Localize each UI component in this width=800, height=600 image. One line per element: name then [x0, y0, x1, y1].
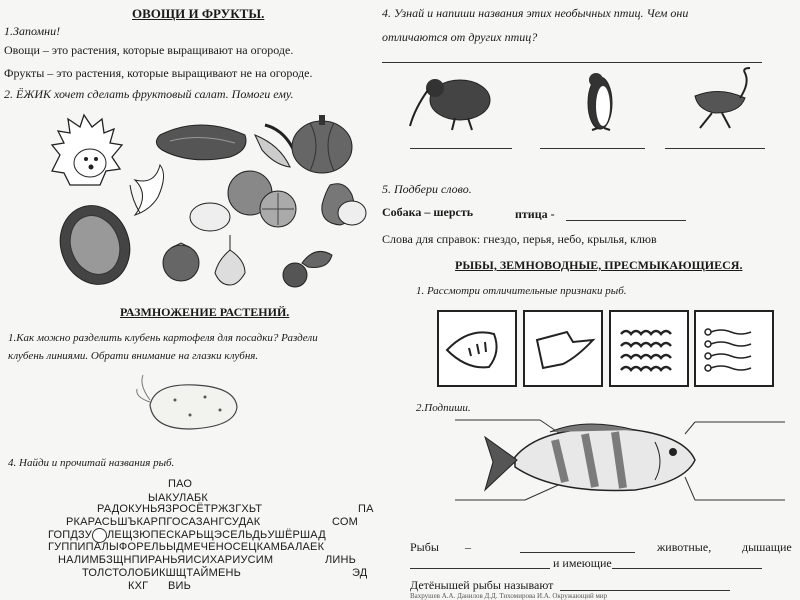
word-hint: Слова для справок: гнездо, перья, небо, крылья, клюв [382, 232, 657, 246]
fish-answer-line-3[interactable] [612, 568, 762, 569]
lemon-icon [190, 203, 230, 231]
task-unusual-birds: 4. Узнай и напиши названия этих необычных птиц. Чем они [382, 6, 689, 20]
puzzle-line: ВИЬ [168, 580, 192, 592]
puzzle-line: ЫАКУЛАБК [148, 492, 209, 504]
task-hedgehog-salad: 2. ЁЖИК хочет сделать фруктовый салат. Помоги ему. [4, 87, 294, 101]
task-potato-line2: клубень линиями. Обрати внимание на глазки клубня. [8, 350, 259, 362]
puzzle-line: СОМ [332, 516, 359, 528]
orange-icon [228, 171, 296, 227]
and-having-word: и имеющие [553, 556, 612, 570]
produce-illustration [40, 105, 380, 295]
fish-answer-line-2[interactable] [410, 568, 550, 569]
fish-head-icon [439, 312, 515, 385]
radish-icon [283, 251, 332, 287]
tomato-icon [163, 243, 199, 281]
banana-icon [130, 165, 164, 215]
puzzle-line: РАДОКУНЬЯЗРОСЁТРЖЗГХЬТ [97, 503, 263, 515]
task-fish-features: 1. Рассмотри отличительные признаки рыб. [416, 285, 627, 297]
puzzle-line: РКАРАСЬШЪКАРПГОСАЗАНГСУДАК [66, 516, 261, 528]
fish-fry-icon [696, 312, 772, 385]
fish-feature-scales-box [609, 310, 689, 387]
task-match-word: 5. Подбери слово. [382, 182, 472, 196]
cucumber-icon [156, 125, 246, 160]
puzzle-line: ПА [358, 503, 374, 515]
kiwi-icon [410, 79, 490, 130]
offspring-answer-line[interactable] [560, 590, 730, 591]
pear-icon [322, 184, 366, 225]
puzzle-line: ЭД [352, 567, 368, 579]
puzzle-line: ЛИНЬ [325, 554, 357, 566]
bird-word-answer-line[interactable] [566, 220, 686, 221]
puzzle-line: ГУППИПАЛЫФОРЕЛЬЫДМЕЧЕНОСЕЦКАМБАЛАЕК [48, 541, 325, 553]
puzzle-line: ЛЕЩЗЮПЕСКАРЬЩЭСЕЛЬДЬУШЁРШАД [107, 529, 326, 541]
remember-label: 1.Запомни! [4, 24, 61, 38]
potato-icon[interactable] [135, 375, 245, 435]
bird-answer-line-2[interactable] [540, 148, 645, 149]
scales-icon [611, 312, 687, 385]
puzzle-line: ТОЛСТОЛОБИКШЩТАЙМЕНЬ [82, 567, 242, 579]
ostrich-icon [695, 68, 750, 128]
task-potato-line1: 1.Как можно разделить клубень картофеля для посадки? Раздели [8, 332, 318, 344]
hedgehog-icon [52, 115, 122, 185]
fish-answer-line-1[interactable] [520, 552, 635, 553]
title-vegetables-fruits: ОВОЩИ И ФРУКТЫ. [132, 6, 265, 21]
task-find-fish: 4. Найди и прочитай названия рыб. [8, 457, 175, 469]
answer-line[interactable] [382, 62, 762, 63]
vegetables-definition: Овощи – это растения, которые выращивают на огороде. [4, 43, 294, 57]
dog-fur-pair: Собака – шерсть [382, 205, 474, 219]
task-label-fish: 2.Подпиши. [416, 402, 471, 414]
task-unusual-birds-2: отличаются от других птиц? [382, 30, 538, 44]
fish-feature-fry-box [694, 310, 774, 387]
footer-credit: Вахрушев А.А. Данилов Д.Д. Тихомирова И.А. Окружающий мир [410, 592, 608, 600]
puzzle-line: ПАО [168, 478, 193, 490]
fish-icon [485, 424, 695, 491]
fish-diagram [455, 412, 795, 532]
watermelon-icon [49, 196, 140, 294]
pea-pod-icon [255, 125, 295, 167]
fish-feature-fin-box [523, 310, 603, 387]
birds-illustration [400, 68, 780, 148]
bird-answer-line-3[interactable] [665, 148, 765, 149]
offspring-label: Детёнышей рыбы называют [410, 578, 554, 592]
breathing-word: дышащие [742, 540, 792, 554]
title-fish-amphibians: РЫБЫ, ЗЕМНОВОДНЫЕ, ПРЕСМЫКАЮЩИЕСЯ. [455, 258, 743, 272]
garlic-icon [215, 235, 245, 285]
fish-dash: – [465, 540, 471, 554]
puzzle-line: НАЛИМБЗЩНПИРАНЬЯИСИХАРИУСИМ [58, 554, 274, 566]
animals-word: животные, [657, 540, 712, 554]
puzzle-line: ГОПДЗУ [48, 529, 92, 541]
fruits-definition: Фрукты – это растения, которые выращивают не на огороде. [4, 66, 313, 80]
bird-label: птица - [515, 207, 555, 221]
puzzle-line: КХГ [128, 580, 149, 592]
title-plant-propagation: РАЗМНОЖЕНИЕ РАСТЕНИЙ. [120, 305, 290, 319]
fish-feature-head-box [437, 310, 517, 387]
fin-icon [525, 312, 601, 385]
bird-answer-line-1[interactable] [410, 148, 512, 149]
penguin-icon [588, 73, 612, 130]
pumpkin-icon [292, 115, 352, 173]
fish-word: Рыбы [410, 540, 439, 554]
